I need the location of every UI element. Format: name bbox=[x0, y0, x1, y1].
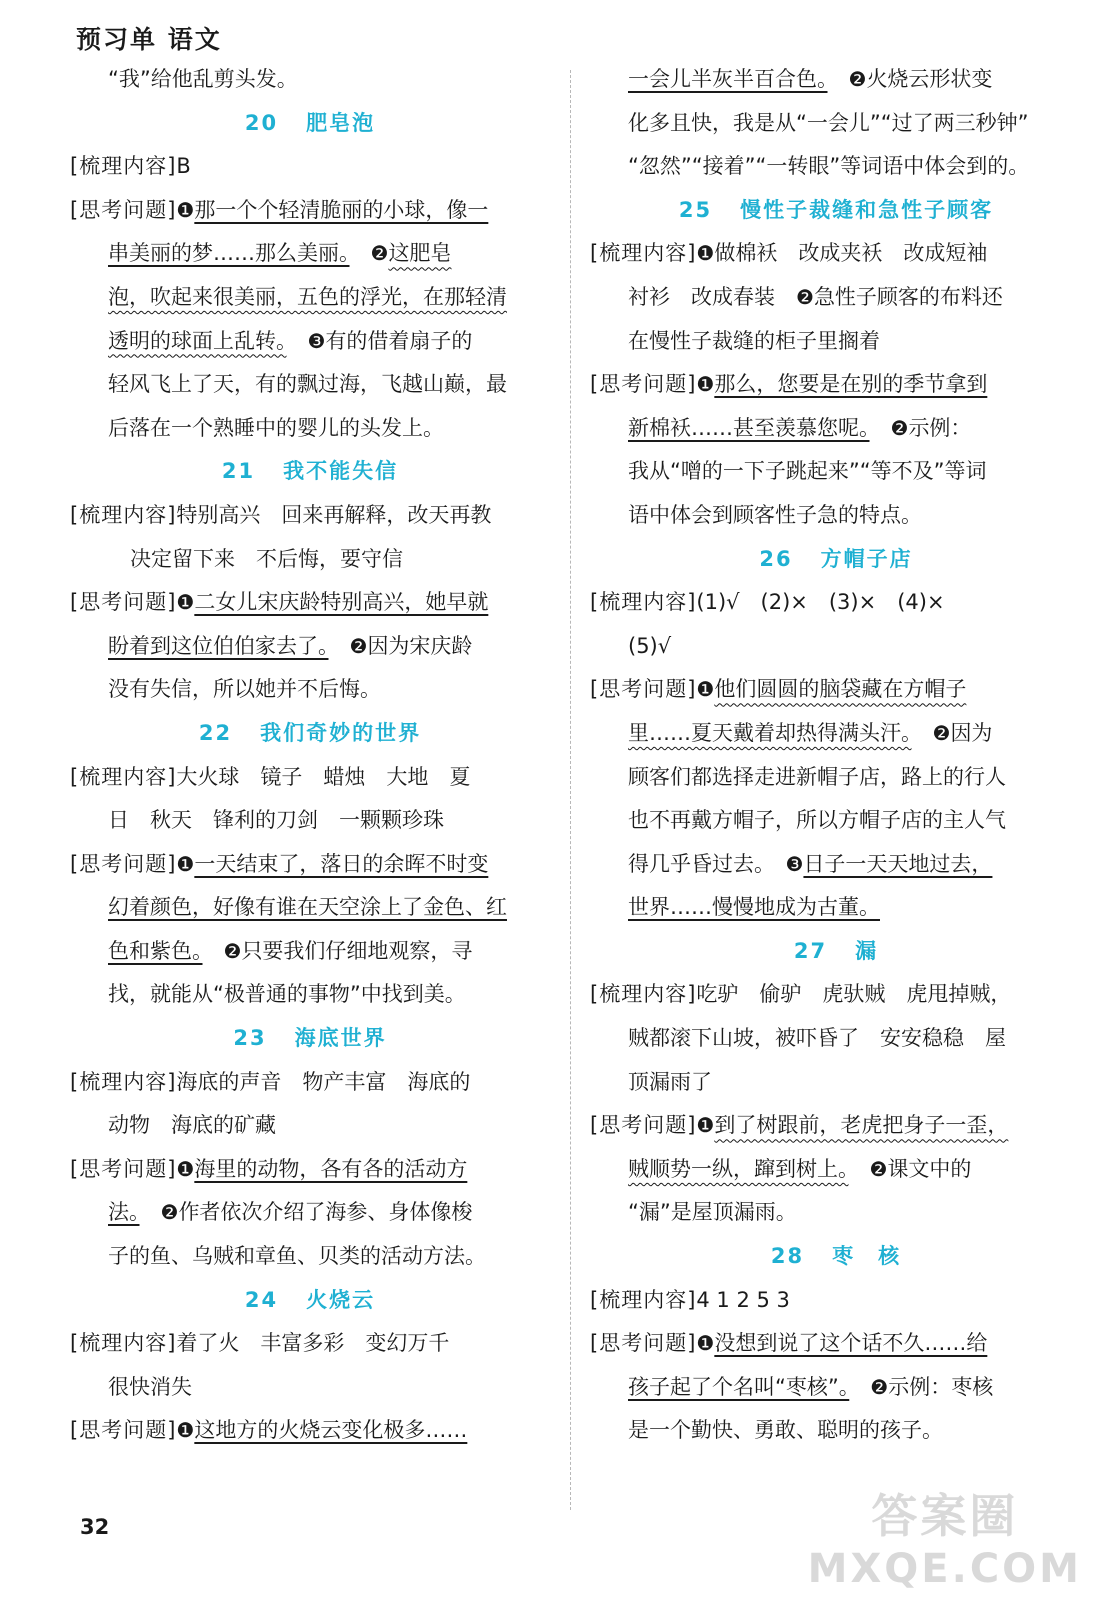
answer-line bbox=[70, 189, 550, 233]
lesson-title-22 bbox=[70, 712, 550, 756]
lesson-name: 慢性子裁缝和急性子顾客 bbox=[740, 197, 994, 222]
lesson-name: 漏 bbox=[855, 938, 879, 963]
answer-line bbox=[70, 1061, 550, 1105]
text-line: 我从“噌的一下子跳起来”“等不及”等词 bbox=[628, 459, 987, 484]
answer-line bbox=[70, 1322, 550, 1366]
circled-number-marker: ❶ bbox=[176, 1156, 195, 1181]
answer-line bbox=[590, 1279, 1082, 1323]
answer-line bbox=[590, 712, 1082, 756]
circled-number-marker: ❶ bbox=[176, 197, 195, 222]
text-line: 决定留下来 不后悔，要守信 bbox=[130, 546, 403, 571]
section-tag: [梳理内容] bbox=[590, 1287, 697, 1312]
text-line: 语中体会到顾客性子急的特点。 bbox=[628, 502, 922, 527]
text-line: 没有失信，所以她并不后悔。 bbox=[108, 677, 381, 702]
circled-number-marker: ❶ bbox=[176, 1418, 195, 1443]
circled-number-marker: ❷ bbox=[370, 241, 389, 266]
wavy-underlined-text: 透明的球面上乱转。 bbox=[108, 328, 287, 353]
answer-line bbox=[590, 58, 1082, 102]
underlined-text: 没想到说了这个话不久……给 bbox=[714, 1331, 988, 1356]
answer-text: 衬衫 改成春装 bbox=[628, 284, 775, 309]
answer-text: 海底的声音 物产丰富 海底的 bbox=[176, 1069, 471, 1094]
section-tag: [思考问题] bbox=[70, 1156, 177, 1181]
section-tag: [梳理内容] bbox=[590, 590, 697, 615]
underlined-text: 一会儿半灰半百合色。 bbox=[628, 67, 828, 91]
answer-line bbox=[590, 843, 1082, 887]
answer-line bbox=[590, 1104, 1082, 1148]
answer-text: 有的借着扇子的 bbox=[325, 328, 473, 353]
lesson-title-28 bbox=[590, 1235, 1082, 1279]
underlined-text: 这地方的火烧云变化极多…… bbox=[194, 1418, 468, 1443]
answer-line bbox=[590, 581, 1082, 625]
text-line: 轻风飞上了天，有的飘过海，飞越山巅，最 bbox=[108, 372, 507, 397]
answer-text: 大火球 镜子 蜡烛 大地 夏 bbox=[176, 764, 471, 789]
underlined-text: 二女儿宋庆龄特别高兴，她早就 bbox=[194, 590, 489, 615]
circled-number-marker: ❷ bbox=[349, 633, 368, 658]
answer-line bbox=[70, 625, 550, 669]
underlined-text: 串美丽的梦……那么美丽。 bbox=[108, 241, 350, 266]
lesson-title-21 bbox=[70, 450, 550, 494]
underlined-text: 孩子起了个名叫“枣核”。 bbox=[628, 1374, 850, 1399]
answer-line bbox=[70, 232, 550, 276]
text-line: 后落在一个熟睡中的婴儿的头发上。 bbox=[108, 415, 444, 440]
lesson-title-23 bbox=[70, 1017, 550, 1061]
text-line: 动物 海底的矿藏 bbox=[108, 1113, 276, 1138]
wavy-underlined-text: 这肥皂 bbox=[388, 241, 452, 266]
text-line: 很快消失 bbox=[108, 1374, 192, 1399]
text-line: “漏”是屋顶漏雨。 bbox=[628, 1200, 797, 1225]
answer-text: 示例： bbox=[908, 415, 972, 440]
section-tag: [思考问题] bbox=[590, 1331, 697, 1356]
lesson-number: 25 bbox=[678, 197, 713, 222]
section-tag: [思考问题] bbox=[590, 677, 697, 702]
lesson-name: 我们奇妙的世界 bbox=[260, 720, 422, 745]
underlined-text: 日子一天天地过去， bbox=[803, 851, 993, 876]
circled-number-marker: ❶ bbox=[696, 241, 715, 266]
answer-line bbox=[590, 363, 1082, 407]
right-column bbox=[590, 58, 1082, 1453]
circled-number-marker: ❷ bbox=[870, 1374, 889, 1399]
section-tag: [梳理内容] bbox=[70, 1069, 177, 1094]
text-line: 日 秋天 锋利的刀剑 一颗颗珍珠 bbox=[108, 808, 444, 833]
answer-text: 着了火 丰富多彩 变幻万千 bbox=[176, 1331, 450, 1356]
section-tag: [梳理内容] bbox=[70, 502, 177, 527]
answer-line bbox=[70, 843, 550, 887]
answer-line bbox=[590, 886, 1082, 930]
underlined-text: 幻着颜色，好像有谁在天空涂上了金色、红 bbox=[108, 895, 507, 920]
section-tag: [思考问题] bbox=[70, 1418, 177, 1443]
underlined-text: 世界……慢慢地成为古董。 bbox=[628, 895, 880, 920]
section-tag: [梳理内容] bbox=[70, 1331, 177, 1356]
wavy-underlined-text: 贼顺势一纵，蹿到树上。 bbox=[628, 1156, 849, 1181]
wavy-underlined-text: 泡，吹起来很美丽，五色的浮光，在那轻清 bbox=[108, 284, 507, 309]
answer-text: 作者依次介绍了海参、身体像梭 bbox=[178, 1200, 473, 1225]
underlined-text: 新棉袄……甚至羡慕您呢。 bbox=[628, 415, 870, 440]
answer-text: 吃驴 偷驴 虎驮贼 虎甩掉贼， bbox=[696, 982, 1012, 1007]
answer-line bbox=[70, 756, 550, 800]
answer-line bbox=[70, 320, 550, 364]
lesson-name: 海底世界 bbox=[294, 1026, 387, 1051]
section-tag: [梳理内容] bbox=[590, 982, 697, 1007]
text-line: “我”给他乱剪头发。 bbox=[108, 67, 298, 91]
answer-text: 4 1 2 5 3 bbox=[696, 1287, 790, 1312]
circled-number-marker: ❷ bbox=[796, 284, 814, 309]
answer-line bbox=[590, 1148, 1082, 1192]
answer-text: 特别高兴 回来再解释，改天再教 bbox=[176, 502, 492, 527]
answer-line bbox=[70, 1148, 550, 1192]
lesson-title-24 bbox=[70, 1279, 550, 1323]
answer-line bbox=[590, 1366, 1082, 1410]
answer-line bbox=[590, 668, 1082, 712]
text-line: 也不再戴方帽子，所以方帽子店的主人气 bbox=[628, 808, 1006, 833]
lesson-number: 26 bbox=[759, 546, 793, 571]
wavy-underlined-text: 他们圆圆的脑袋藏在方帽子 bbox=[714, 677, 967, 702]
section-tag: [思考问题] bbox=[590, 372, 697, 397]
answer-line bbox=[70, 145, 550, 189]
lesson-number: 22 bbox=[198, 720, 233, 745]
lesson-number: 20 bbox=[244, 110, 279, 135]
watermark-logo bbox=[808, 1480, 1082, 1592]
answer-line bbox=[70, 1409, 550, 1453]
answer-text: 示例：枣核 bbox=[888, 1374, 994, 1399]
watermark-en: MXQE.COM bbox=[807, 1546, 1082, 1592]
circled-number-marker: ❷ bbox=[223, 938, 242, 963]
lesson-name: 肥皂泡 bbox=[306, 110, 376, 135]
underlined-text: 那一个个轻清脆丽的小球，像一 bbox=[194, 197, 489, 222]
circled-number-marker: ❸ bbox=[307, 328, 326, 353]
section-tag: [思考问题] bbox=[590, 1113, 697, 1138]
answer-line bbox=[70, 276, 550, 320]
text-line: 是一个勤快、勇敢、聪明的孩子。 bbox=[628, 1418, 943, 1443]
answer-text: 因为宋庆龄 bbox=[367, 633, 473, 658]
answer-line bbox=[70, 930, 550, 974]
text-line: (5)√ bbox=[628, 633, 672, 658]
lesson-name: 方帽子店 bbox=[820, 546, 913, 571]
circled-number-marker: ❸ bbox=[785, 851, 804, 876]
answer-text: 火烧云形状变 bbox=[866, 67, 993, 91]
circled-number-marker: ❶ bbox=[696, 1331, 715, 1356]
answer-line bbox=[590, 1322, 1082, 1366]
circled-number-marker: ❷ bbox=[869, 1156, 888, 1181]
circled-number-marker: ❷ bbox=[932, 720, 951, 745]
answer-line bbox=[590, 276, 1082, 320]
underlined-text: 那么，您要是在别的季节拿到 bbox=[714, 372, 988, 397]
lesson-name: 火烧云 bbox=[306, 1287, 376, 1312]
answer-text: B bbox=[176, 154, 191, 179]
text-line: 顶漏雨了 bbox=[628, 1069, 712, 1094]
answer-text: 课文中的 bbox=[887, 1156, 972, 1181]
text-line: 子的鱼、乌贼和章鱼、贝类的活动方法。 bbox=[108, 1244, 486, 1269]
page-number: 32 bbox=[80, 1515, 110, 1539]
lesson-number: 21 bbox=[221, 459, 256, 484]
section-tag: [梳理内容] bbox=[70, 154, 177, 179]
left-column bbox=[70, 58, 550, 1453]
circled-number-marker: ❶ bbox=[176, 851, 195, 876]
answer-line bbox=[590, 973, 1082, 1017]
underlined-text: 海里的动物，各有各的活动方 bbox=[194, 1156, 468, 1181]
text-line: 找，就能从“极普通的事物”中找到美。 bbox=[108, 982, 466, 1007]
answer-line bbox=[590, 232, 1082, 276]
section-tag: [梳理内容] bbox=[70, 764, 177, 789]
underlined-text: 法。 bbox=[108, 1200, 140, 1225]
circled-number-marker: ❷ bbox=[160, 1200, 179, 1225]
lesson-number: 23 bbox=[233, 1026, 267, 1051]
circled-number-marker: ❶ bbox=[696, 677, 715, 702]
wavy-underlined-text: 到了树跟前，老虎把身子一歪， bbox=[714, 1113, 1009, 1138]
answer-text: 得几乎昏过去。 bbox=[628, 851, 765, 876]
text-line: 贼都滚下山坡，被吓昏了 安安稳稳 屋 bbox=[628, 1026, 1006, 1051]
column-divider bbox=[570, 70, 571, 1510]
text-line: 在慢性子裁缝的柜子里搁着 bbox=[628, 328, 880, 353]
answer-line bbox=[70, 1191, 550, 1235]
circled-number-marker: ❷ bbox=[890, 415, 909, 440]
section-tag: [思考问题] bbox=[70, 197, 177, 222]
circled-number-marker: ❶ bbox=[696, 1113, 715, 1138]
answer-text: 急性子顾客的布料还 bbox=[813, 284, 1003, 309]
circled-number-marker: ❷ bbox=[848, 67, 867, 91]
section-tag: [思考问题] bbox=[70, 590, 177, 615]
lesson-title-27 bbox=[590, 930, 1082, 974]
answer-line bbox=[70, 886, 550, 930]
text-line: 化多且快，我是从“一会儿”“过了两三秒钟” bbox=[628, 110, 1029, 135]
answer-line bbox=[70, 581, 550, 625]
text-line: 顾客们都选择走进新帽子店，路上的行人 bbox=[628, 764, 1006, 789]
section-tag: [思考问题] bbox=[70, 851, 177, 876]
underlined-text: 盼着到这位伯伯家去了。 bbox=[108, 633, 329, 658]
lesson-number: 24 bbox=[244, 1287, 279, 1312]
answer-line bbox=[70, 494, 550, 538]
circled-number-marker: ❶ bbox=[696, 372, 715, 397]
underlined-text: 一天结束了，落日的余晖不时变 bbox=[194, 851, 489, 876]
watermark-cn: 答案圈 bbox=[871, 1489, 1019, 1543]
answer-text: (1)√ (2)× (3)× (4)× bbox=[696, 590, 945, 615]
circled-number-marker: ❶ bbox=[176, 590, 195, 615]
lesson-title-26 bbox=[590, 538, 1082, 582]
answer-text: 因为 bbox=[950, 720, 993, 745]
lesson-title-25 bbox=[590, 189, 1082, 233]
underlined-text: 色和紫色。 bbox=[108, 938, 203, 963]
wavy-underlined-text: 里……夏天戴着却热得满头汗。 bbox=[628, 720, 912, 745]
answer-text: 做棉袄 改成夹袄 改成短袖 bbox=[714, 241, 988, 266]
page-header: 预习单 语文 bbox=[76, 25, 222, 54]
text-line: “忽然”“接着”“一转眼”等词语中体会到的。 bbox=[628, 154, 1030, 179]
lesson-name: 枣 核 bbox=[832, 1244, 902, 1269]
lesson-name: 我不能失信 bbox=[283, 459, 399, 484]
lesson-number: 27 bbox=[793, 938, 828, 963]
lesson-number: 28 bbox=[770, 1244, 805, 1269]
lesson-title-20 bbox=[70, 102, 550, 146]
answer-text: 只要我们仔细地观察，寻 bbox=[241, 938, 473, 963]
answer-line bbox=[590, 407, 1082, 451]
section-tag: [梳理内容] bbox=[590, 241, 697, 266]
